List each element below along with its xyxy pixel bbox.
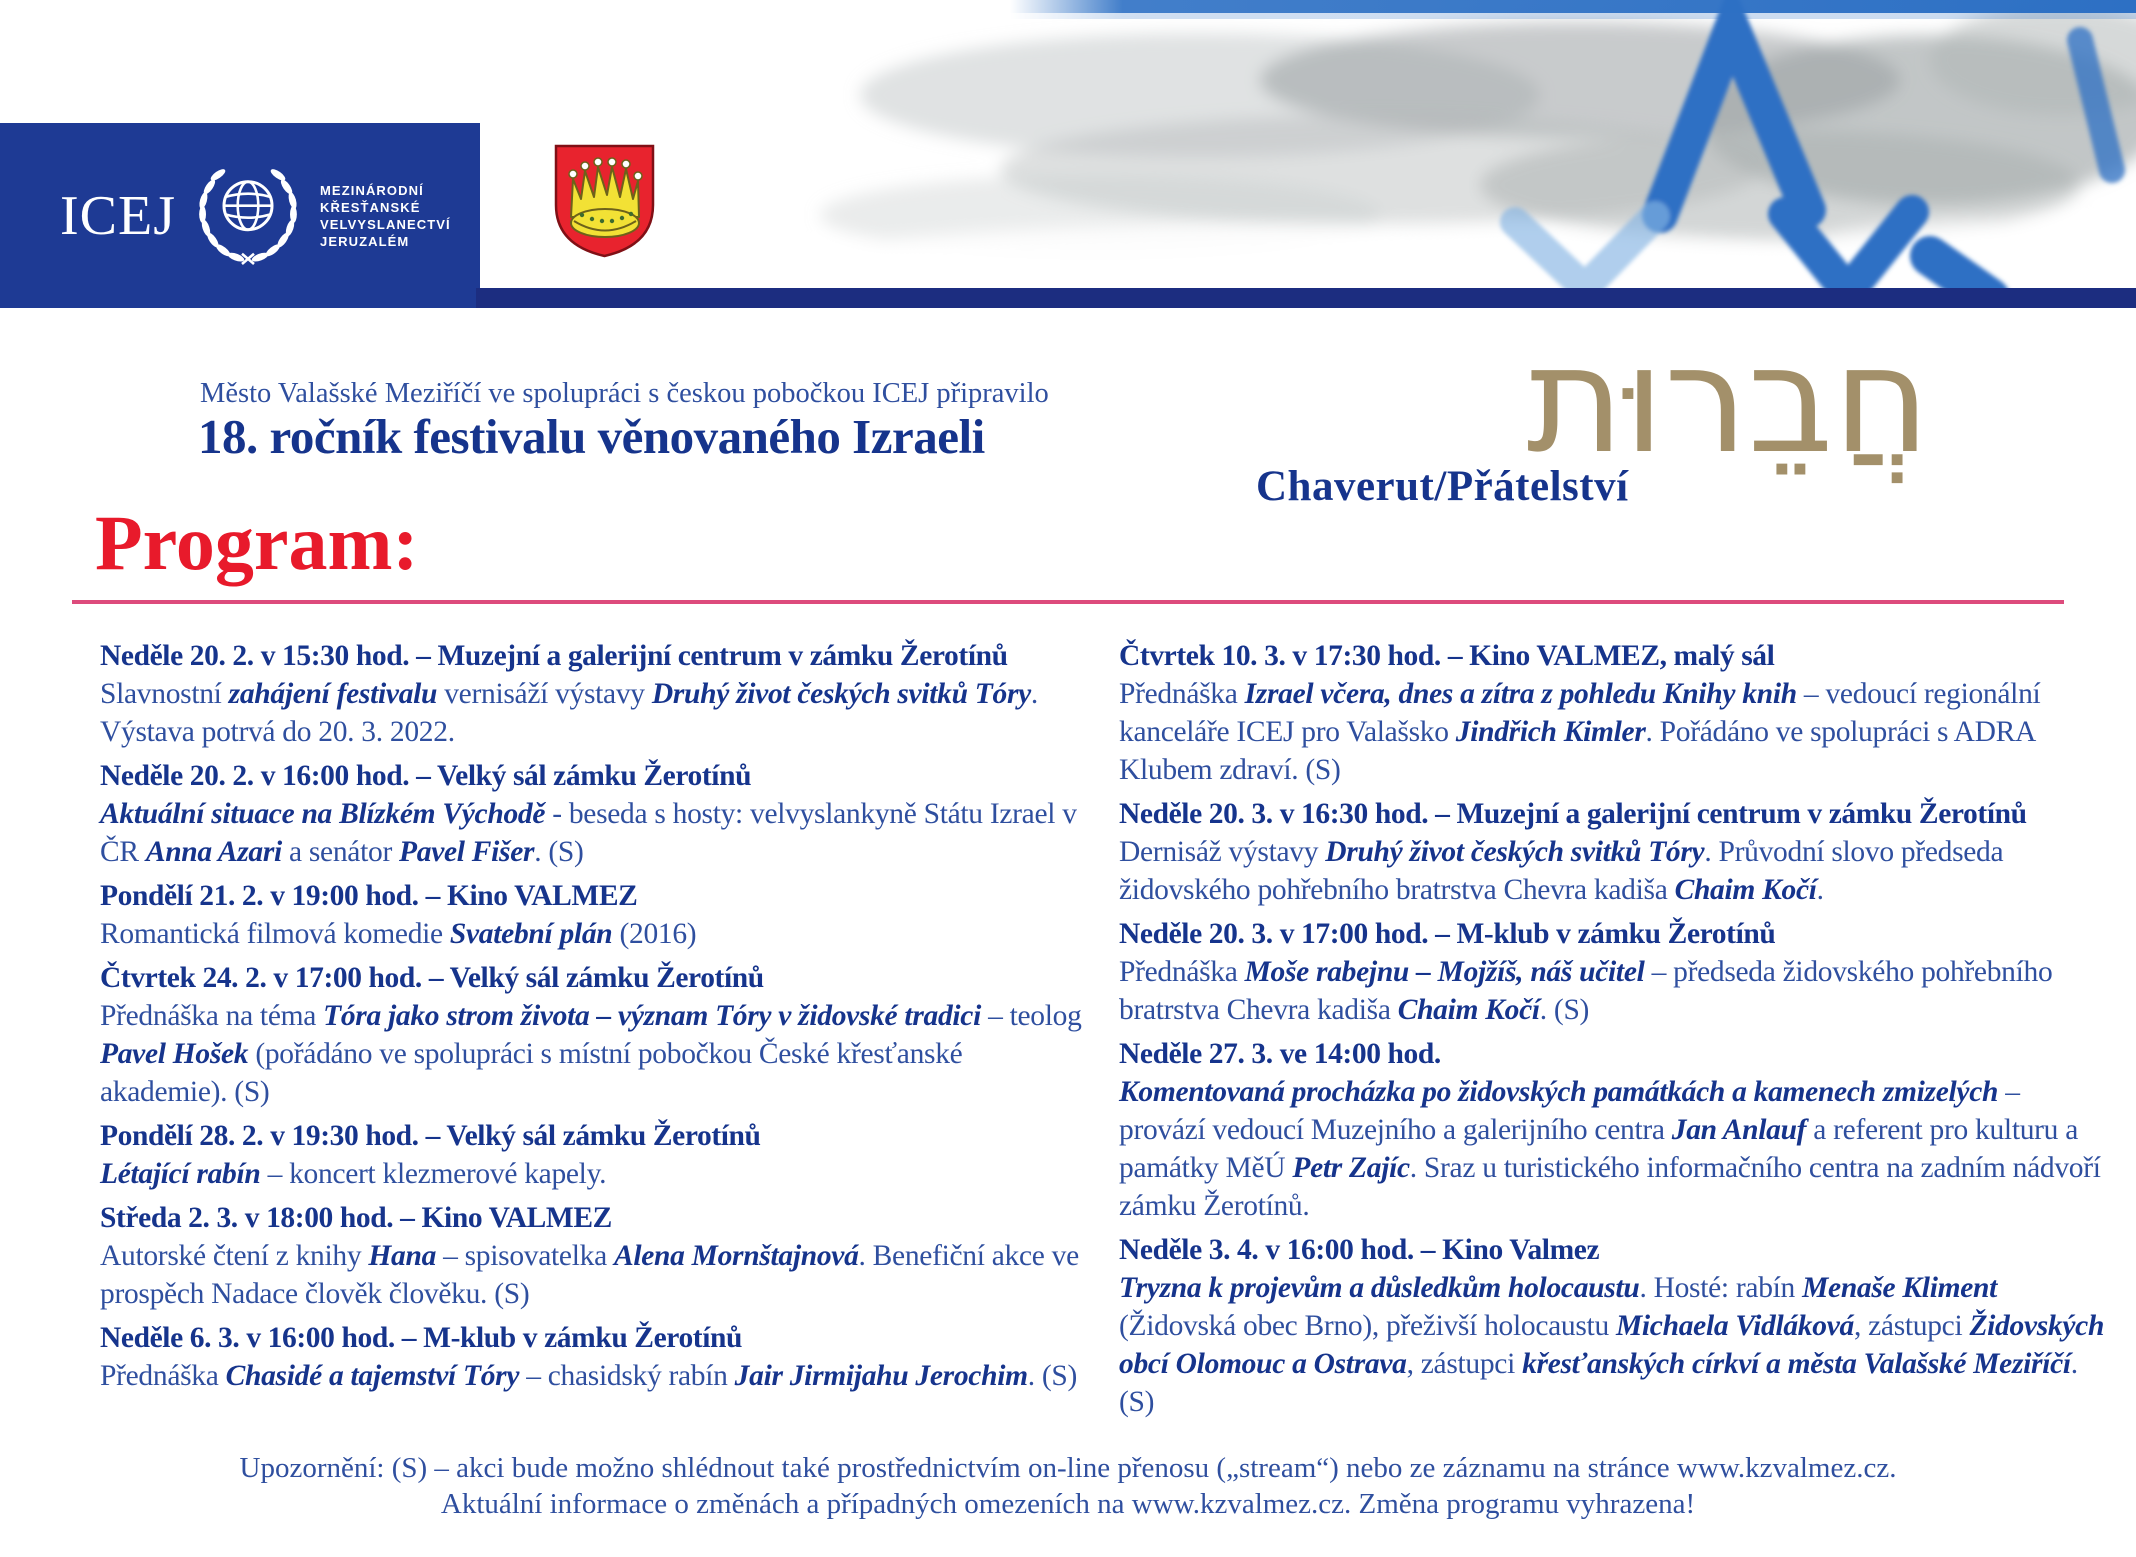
event-text: Přednáška <box>100 1360 226 1392</box>
event-text: - beseda s hosty: velvyslankyně Státu Izrael v ČR <box>100 798 1077 868</box>
program-item <box>1119 637 2111 789</box>
event-text: vernisáží výstavy <box>437 678 652 710</box>
program-item <box>100 757 1092 871</box>
event-heading: Neděle 3. 4. v 16:00 hod. – Kino Valmez <box>1119 1234 1600 1266</box>
hebrew-word: חֲבֵרוּת <box>1526 314 1930 486</box>
event-heading: Čtvrtek 10. 3. v 17:30 hod. – Kino VALMEZ, malý sál <box>1119 640 1775 672</box>
event-text: – spisovatelka <box>436 1240 614 1272</box>
event-text: . <box>1816 874 1824 906</box>
event-text: Autorské čtení z knihy <box>100 1240 369 1272</box>
footer <box>0 1450 2136 1522</box>
event-description <box>1119 953 2111 1029</box>
event-description <box>100 795 1092 871</box>
event-emphasis: Chaim Kočí <box>1674 874 1817 906</box>
event-text: (pořádáno ve spolupráci s místní pobočkou České křesťanské akademie). (S) <box>100 1038 963 1108</box>
event-text: – koncert klezmerové kapely. <box>260 1158 607 1190</box>
event-text: Dernisáž výstavy <box>1119 836 1326 868</box>
program-item <box>100 959 1092 1111</box>
icej-org-line: MEZINÁRODNÍ <box>320 182 424 198</box>
event-emphasis: Pavel Fišer <box>399 836 535 868</box>
program-item <box>1119 915 2111 1029</box>
event-text: Přednáška <box>1119 678 1245 710</box>
event-heading: Neděle 20. 2. v 15:30 hod. – Muzejní a galerijní centrum v zámku Žerotínů <box>100 640 1008 672</box>
event-emphasis: Jair Jirmijahu Jerochim <box>734 1360 1028 1392</box>
event-heading: Neděle 20. 2. v 16:00 hod. – Velký sál zámku Žerotínů <box>100 760 752 792</box>
event-emphasis: Jan Anlauf <box>1671 1114 1807 1146</box>
event-text: – provází vedoucí Muzejního a galerijního centra <box>1119 1076 2020 1146</box>
program-item <box>1119 1035 2111 1225</box>
event-heading: Neděle 20. 3. v 17:00 hod. – M-klub v zámku Žerotínů <box>1119 918 1776 950</box>
israel-flag-watercolor-image <box>680 0 2136 290</box>
program-item <box>100 1199 1092 1313</box>
intro-line: Město Valašské Meziříčí ve spolupráci s českou pobočkou ICEJ připravilo <box>200 378 1049 409</box>
event-description <box>100 915 1092 953</box>
event-text: – předseda židovského pohřebního bratrstva Chevra kadiša <box>1119 956 2053 1026</box>
valasske-mezirici-crest-icon <box>552 143 658 261</box>
event-emphasis: Tóra jako strom života – význam Tóry v židovské tradici <box>323 1000 981 1032</box>
program-heading: Program: <box>95 499 419 586</box>
event-text: . Pořádáno ve spolupráci s ADRA Klubem zdraví. (S) <box>1119 716 2035 786</box>
event-emphasis: Anna Azari <box>145 836 282 868</box>
event-emphasis: Michaela Vidláková <box>1615 1310 1854 1342</box>
event-description <box>1119 675 2111 789</box>
event-text: a referent pro kulturu a památky MěÚ <box>1119 1114 2079 1184</box>
flag-bottom-stripe <box>476 288 2136 308</box>
event-text: (Židovská obec Brno), přeživší holocaustu <box>1119 1310 1616 1342</box>
event-text: . Sraz u turistického informačního centra na zadním nádvoří zámku Žerotínů. <box>1119 1152 2101 1222</box>
event-emphasis: Jindřich Kimler <box>1455 716 1646 748</box>
event-emphasis: Hana <box>368 1240 437 1272</box>
event-text: . Výstava potrvá do 20. 3. 2022. <box>100 678 1038 748</box>
event-heading: Pondělí 21. 2. v 19:00 hod. – Kino VALMEZ <box>100 880 638 912</box>
event-heading: Pondělí 28. 2. v 19:30 hod. – Velký sál zámku Žerotínů <box>100 1120 761 1152</box>
program-item <box>1119 1231 2111 1421</box>
event-emphasis: Komentovaná procházka po židovských památkách a kamenech zmizelých <box>1119 1076 1999 1108</box>
program-item <box>100 1117 1092 1193</box>
event-text: . Průvodní slovo předseda židovského pohřebního bratrstva Chevra kadiša <box>1119 836 2004 906</box>
event-emphasis: Aktuální situace na Blízkém Východě <box>100 798 546 830</box>
event-heading: Neděle 20. 3. v 16:30 hod. – Muzejní a galerijní centrum v zámku Žerotínů <box>1119 798 2027 830</box>
icej-org-line: JERUZALÉM <box>320 233 410 249</box>
program-item <box>100 1319 1092 1395</box>
event-description <box>100 1237 1092 1313</box>
icej-banner <box>0 123 480 308</box>
event-text: . Hosté: rabín <box>1639 1272 1803 1304</box>
event-text: . (S) <box>1119 1348 2078 1418</box>
event-text: . (S) <box>1539 994 1590 1026</box>
event-text: . (S) <box>1027 1360 1078 1392</box>
event-text: (2016) <box>612 918 697 950</box>
footer-note-1: Upozornění: (S) – akci bude možno shlédnout také prostřednictvím on-line přenosu („stream“) nebo ze záznamu na stránce www.kzvalmez.cz. <box>239 1452 1897 1484</box>
event-emphasis: křesťanských církví a města Valašské Meziříčí <box>1522 1348 2071 1380</box>
israel-flag-art <box>680 0 2136 290</box>
event-text: . Benefiční akce ve prospěch Nadace člověk člověku. (S) <box>100 1240 1079 1310</box>
event-text: , zástupci <box>1853 1310 1970 1342</box>
event-text: Romantická filmová komedie <box>100 918 450 950</box>
program-item <box>1119 795 2111 909</box>
event-emphasis: Chaim Kočí <box>1397 994 1540 1026</box>
event-text: – vedoucí regionální kanceláře ICEJ pro Valašsko <box>1119 678 2041 748</box>
icej-logo-text: ICEJ <box>60 184 176 247</box>
event-emphasis: Druhý život českých svitků Tóry <box>1325 836 1705 868</box>
event-heading: Čtvrtek 24. 2. v 17:00 hod. – Velký sál zámku Žerotínů <box>100 962 764 994</box>
event-description <box>100 1357 1092 1395</box>
event-text: . (S) <box>534 836 584 868</box>
hebrew-caption: Chaverut/Přátelství <box>1256 463 1629 510</box>
event-text: Přednáška na téma <box>100 1000 324 1032</box>
event-text: – chasidský rabín <box>519 1360 735 1392</box>
event-description <box>1119 833 2111 909</box>
event-description <box>100 1155 1092 1193</box>
footer-note-2: Aktuální informace o změnách a případných omezeních na www.kzvalmez.cz. Změna programu vyhrazena! <box>440 1488 1696 1520</box>
program-column-right <box>1119 637 2111 1427</box>
event-emphasis: Židovských obcí Olomouc a Ostrava <box>1119 1310 2105 1380</box>
event-emphasis: Svatební plán <box>449 918 613 950</box>
program-divider <box>72 600 2064 604</box>
event-text: Přednáška <box>1119 956 1245 988</box>
icej-org-line: VELVYSLANECTVÍ <box>320 216 451 232</box>
event-emphasis: Pavel Hošek <box>100 1038 249 1070</box>
icej-org-line: KŘESŤANSKÉ <box>320 199 421 215</box>
event-description <box>1119 1269 2111 1421</box>
event-heading: Neděle 27. 3. ve 14:00 hod. <box>1119 1038 1441 1070</box>
event-description <box>100 997 1092 1111</box>
event-emphasis: Chasidé a tajemství Tóry <box>225 1360 520 1392</box>
event-text: , zástupci <box>1406 1348 1523 1380</box>
festival-title: 18. ročník festivalu věnovaného Izraeli <box>198 409 985 464</box>
event-emphasis: Létající rabín <box>100 1158 261 1190</box>
event-emphasis: Izrael včera, dnes a zítra z pohledu Knihy knih <box>1244 678 1797 710</box>
event-emphasis: Alena Mornštajnová <box>613 1240 859 1272</box>
program-item <box>100 877 1092 953</box>
event-emphasis: Menaše Kliment <box>1802 1272 1998 1304</box>
event-description <box>100 675 1092 751</box>
globe-laurel-icon <box>192 156 304 276</box>
event-heading: Středa 2. 3. v 18:00 hod. – Kino VALMEZ <box>100 1202 612 1234</box>
event-emphasis: Moše rabejnu – Mojžíš, náš učitel <box>1244 956 1645 988</box>
program-column-left <box>100 637 1092 1401</box>
event-emphasis: zahájení festivalu <box>228 678 438 710</box>
event-description <box>1119 1073 2111 1225</box>
icej-org-name <box>320 182 451 250</box>
event-text: Slavnostní <box>100 678 229 710</box>
event-text: – teolog <box>981 1000 1082 1032</box>
event-emphasis: Druhý život českých svitků Tóry <box>651 678 1031 710</box>
event-text: a senátor <box>281 836 400 868</box>
event-emphasis: Tryzna k projevům a důsledkům holocaustu <box>1119 1272 1640 1304</box>
program-item <box>100 637 1092 751</box>
event-emphasis: Petr Zajíc <box>1292 1152 1410 1184</box>
event-heading: Neděle 6. 3. v 16:00 hod. – M-klub v zámku Žerotínů <box>100 1322 743 1354</box>
